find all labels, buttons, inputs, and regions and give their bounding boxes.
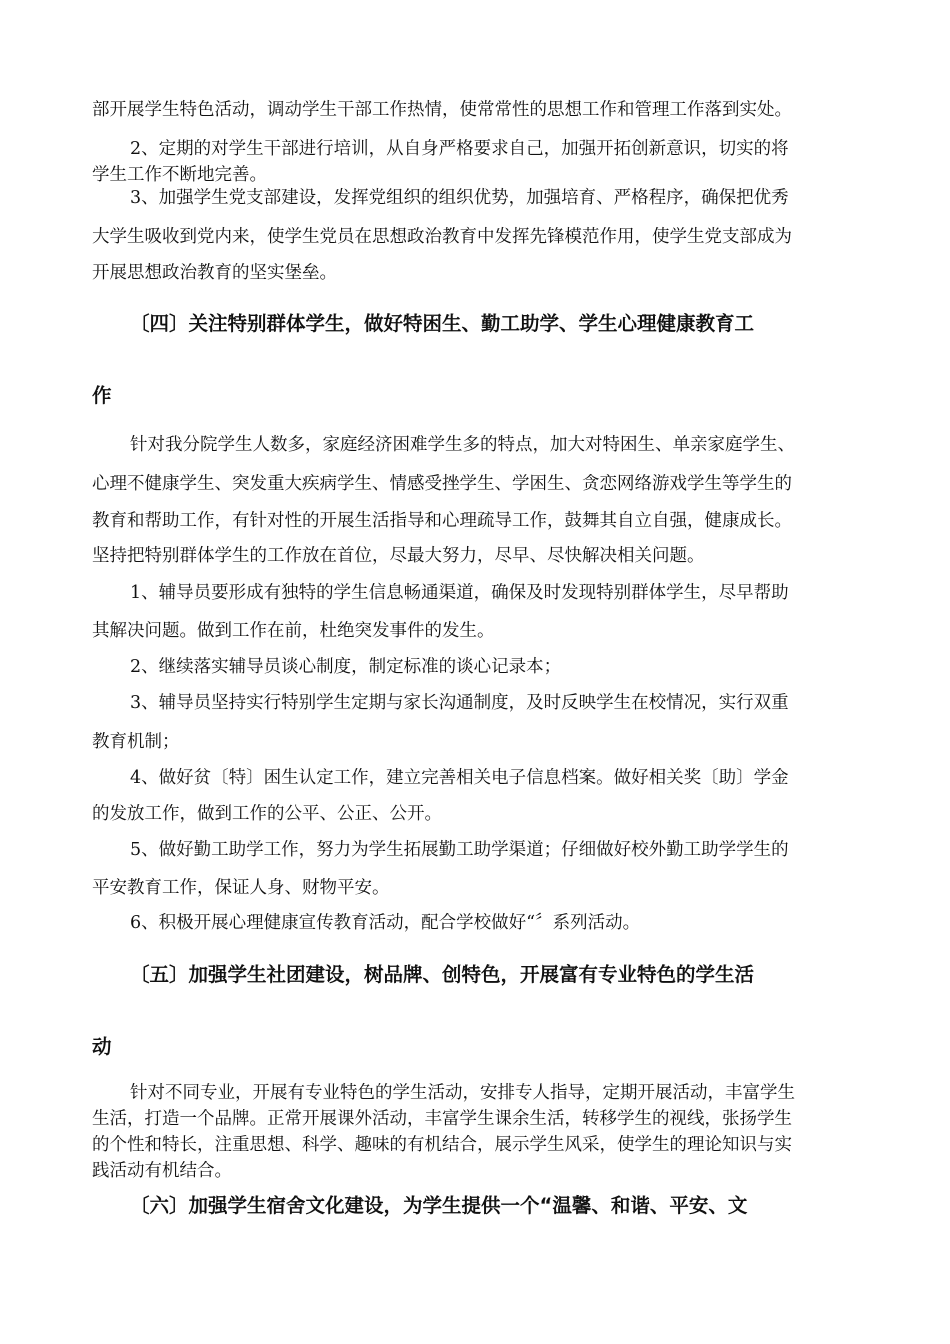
- section-heading: 〔四〕关注特别群体学生，做好特困生、勤工助学、学生心理健康教育工: [130, 312, 755, 335]
- paragraph-line: 开展思想政治教育的坚实堡垒。: [92, 263, 337, 283]
- paragraph-line: 大学生吸收到党内来，使学生党员在思想政治教育中发挥先锋模范作用，使学生党支部成为: [92, 227, 792, 247]
- paragraph-line: 坚持把特别群体学生的工作放在首位，尽最大努力，尽早、尽快解决相关问题。: [92, 546, 705, 566]
- paragraph-line: 生活，打造一个品牌。正常开展课外活动，丰富学生课余生活，转移学生的视线，张扬学生: [92, 1109, 792, 1129]
- paragraph-line: 针对不同专业，开展有专业特色的学生活动，安排专人指导，定期开展活动，丰富学生: [130, 1083, 795, 1103]
- section-heading-continued: 动: [92, 1035, 112, 1058]
- paragraph-line: 践活动有机结合。: [92, 1161, 232, 1181]
- paragraph-line: 的个性和特长，注重思想、科学、趣味的有机结合，展示学生风采，使学生的理论知识与实: [92, 1135, 792, 1155]
- list-item-line: 6、积极开展心理健康宣传教育活动，配合学校做好“〞系列活动。: [130, 913, 641, 933]
- list-item-line: 3、加强学生党支部建设，发挥党组织的组织优势，加强培育、严格程序，确保把优秀: [130, 188, 789, 208]
- section-heading-continued: 作: [92, 384, 112, 407]
- paragraph-line: 学生工作不断地完善。: [92, 165, 267, 185]
- list-item-line: 5、做好勤工助学工作，努力为学生拓展勤工助学渠道；仔细做好校外勤工助学学生的: [130, 840, 789, 860]
- paragraph-line: 的发放工作，做到工作的公平、公正、公开。: [92, 804, 442, 824]
- section-heading: 〔六〕加强学生宿舍文化建设，为学生提供一个“温馨、和谐、平安、文: [130, 1194, 748, 1217]
- paragraph-line: 教育机制；: [92, 732, 180, 752]
- paragraph-line: 平安教育工作，保证人身、财物平安。: [92, 878, 390, 898]
- section-heading: 〔五〕加强学生社团建设，树品牌、创特色，开展富有专业特色的学生活: [130, 963, 755, 986]
- list-item-line: 2、继续落实辅导员谈心制度，制定标准的谈心记录本；: [130, 657, 562, 677]
- paragraph-line: 部开展学生特色活动，调动学生干部工作热情，使常常性的思想工作和管理工作落到实处。: [92, 100, 792, 120]
- list-item-line: 3、辅导员坚持实行特别学生定期与家长沟通制度，及时反映学生在校情况，实行双重: [130, 693, 789, 713]
- list-item-line: 1、辅导员要形成有独特的学生信息畅通渠道，确保及时发现特别群体学生，尽早帮助: [130, 583, 789, 603]
- paragraph-line: 心理不健康学生、突发重大疾病学生、情感受挫学生、学困生、贪恋网络游戏学生等学生的: [92, 474, 792, 494]
- paragraph-line: 针对我分院学生人数多，家庭经济困难学生多的特点，加大对特困生、单亲家庭学生、: [130, 435, 795, 455]
- list-item-line: 4、做好贫〔特〕困生认定工作，建立完善相关电子信息档案。做好相关奖〔助〕学金: [130, 768, 789, 788]
- list-item-line: 2、定期的对学生干部进行培训，从自身严格要求自己，加强开拓创新意识，切实的将: [130, 139, 789, 159]
- paragraph-line: 其解决问题。做到工作在前，杜绝突发事件的发生。: [92, 621, 495, 641]
- paragraph-line: 教育和帮助工作，有针对性的开展生活指导和心理疏导工作，鼓舞其自立自强，健康成长。: [92, 511, 792, 531]
